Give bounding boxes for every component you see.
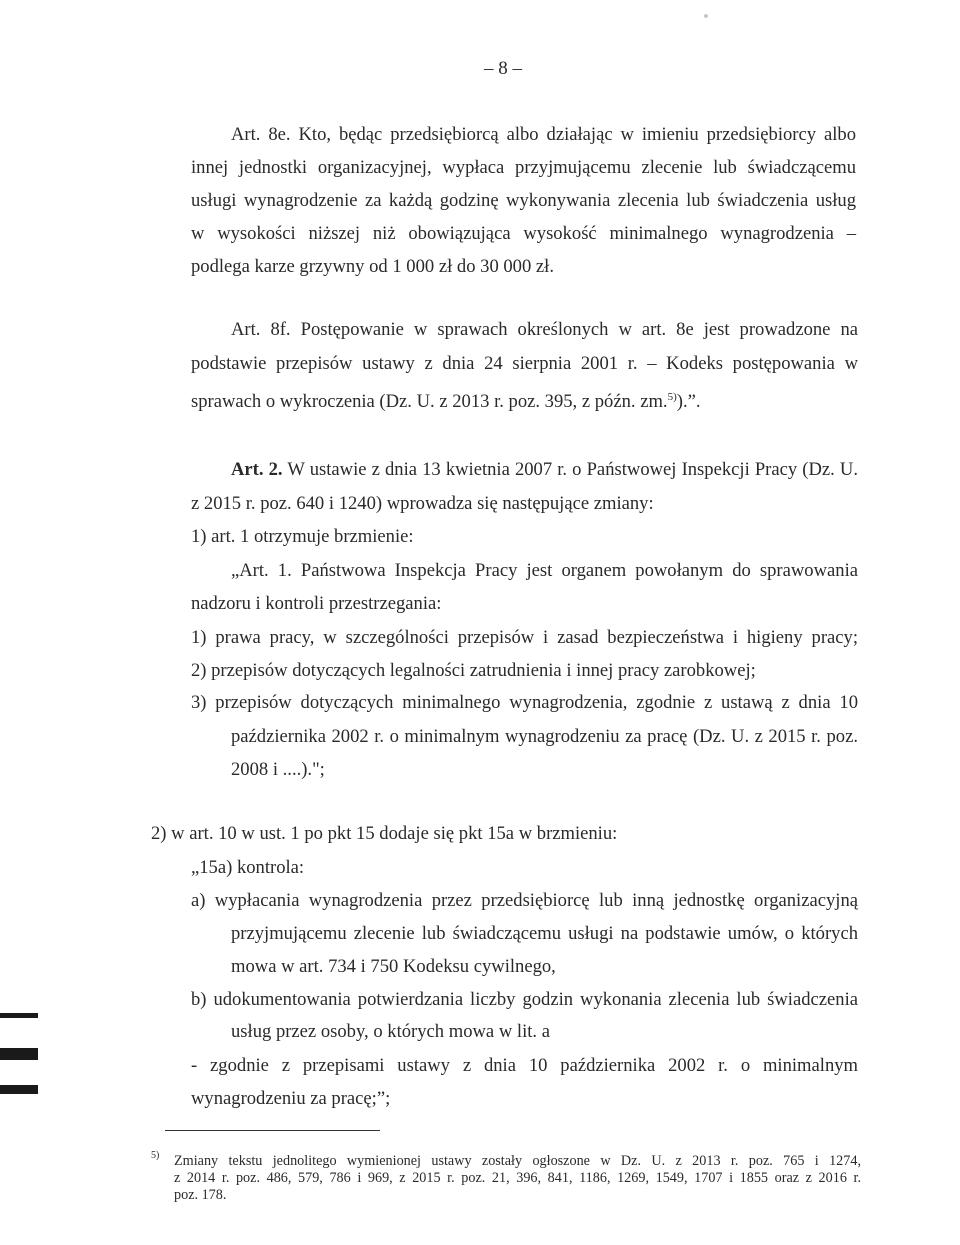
art8f-line-1: Art. 8f. Postępowanie w sprawach określonych w art. 8e jest prowadzone na xyxy=(231,319,858,340)
art1-item-3-line-2: października 2002 r. o minimalnym wynagrodzeniu za pracę (Dz. U. z 2015 r. poz. xyxy=(231,726,858,747)
point-15a-a-line-2: przyjmującemu zlecenie lub świadczącemu usługi na podstawie umów, o których xyxy=(231,923,858,944)
art2-line-1 xyxy=(231,459,858,481)
art8e-line-3: usługi wynagrodzenie za każdą godzinę wykonywania zlecenia lub świadczenia usług xyxy=(191,190,856,211)
art1-item-1: 1) prawa pracy, w szczególności przepisów i zasad bezpieczeństwa i higieny pracy; xyxy=(191,627,858,648)
art2-line-1-text: W ustawie z dnia 13 kwietnia 2007 r. o Państwowej Inspekcji Pracy (Dz. U. xyxy=(287,459,859,480)
art2-point-1: 1) art. 1 otrzymuje brzmienie: xyxy=(191,526,414,547)
art1-quote-line-2: nadzoru i kontroli przestrzegania: xyxy=(191,593,442,614)
footnote-ref: 5) xyxy=(667,391,677,403)
art8e-line-2: innej jednostki organizacyjnej, wypłaca przyjmującemu zlecenie lub świadczącemu xyxy=(191,157,856,178)
art8f-line-2: podstawie przepisów ustawy z dnia 24 sierpnia 2001 r. – Kodeks postępowania w xyxy=(191,353,858,374)
point-15a-heading: „15a) kontrola: xyxy=(191,857,305,878)
scan-edge-mark xyxy=(0,1085,38,1094)
footnote-marker: 5) xyxy=(151,1150,160,1161)
art2-label: Art. 2. xyxy=(231,459,283,480)
art8e-line-4: w wysokości niższej niż obowiązująca wysokość minimalnego wynagrodzenia – xyxy=(191,223,856,244)
art8e-line-1: Art. 8e. Kto, będąc przedsiębiorcą albo działając w imieniu przedsiębiorcy albo xyxy=(231,124,856,145)
art1-item-3-line-3: 2008 i ....)."; xyxy=(231,759,325,780)
art1-item-3-line-1: 3) przepisów dotyczących minimalnego wynagrodzenia, zgodnie z ustawą z dnia 10 xyxy=(191,692,858,713)
art8f-line-3-text: sprawach o wykroczenia (Dz. U. z 2013 r. poz. 395, z późn. zm. xyxy=(191,391,668,413)
art2-point-2: 2) w art. 10 w ust. 1 po pkt 15 dodaje się pkt 15a w brzmieniu: xyxy=(151,823,618,844)
point-15a-b-line-2: usług przez osoby, o których mowa w lit. a xyxy=(231,1021,550,1042)
art8f-line-3-end: ).”. xyxy=(676,391,701,413)
footnote-line-3: poz. 178. xyxy=(174,1187,227,1203)
scan-edge-mark xyxy=(0,1013,38,1018)
art2-line-2: z 2015 r. poz. 640 i 1240) wprowadza się następujące zmiany: xyxy=(191,493,654,514)
scan-speck xyxy=(704,14,708,18)
art1-quote-line-1: „Art. 1. Państwowa Inspekcja Pracy jest organem powołanym do sprawowania xyxy=(231,560,858,581)
art8f-line-3 xyxy=(191,386,701,413)
point-15a-dash-line-2: wynagrodzeniu za pracę;”; xyxy=(191,1088,391,1109)
footnote-line-2: z 2014 r. poz. 486, 579, 786 i 969, z 2015 r. poz. 21, 396, 841, 1186, 1269, 1549, 1707 i 1855 oraz z 2016 r. xyxy=(174,1170,861,1186)
footnote-line-1: Zmiany tekstu jednolitego wymienionej ustawy zostały ogłoszone w Dz. U. z 2013 r. poz. 765 i 1274, xyxy=(174,1153,861,1169)
point-15a-dash-line-1: - zgodnie z przepisami ustawy z dnia 10 października 2002 r. o minimalnym xyxy=(191,1055,858,1076)
footnote-separator xyxy=(165,1130,380,1131)
point-15a-b-line-1: b) udokumentowania potwierdzania liczby godzin wykonania zlecenia lub świadczenia xyxy=(191,989,858,1010)
point-15a-a-line-1: a) wypłacania wynagrodzenia przez przedsiębiorcę lub inną jednostkę organizacyjną xyxy=(191,890,858,911)
page-number: – 8 – xyxy=(484,58,522,79)
art8e-line-5: podlega karze grzywny od 1 000 zł do 30 000 zł. xyxy=(191,256,554,277)
art1-item-2: 2) przepisów dotyczących legalności zatrudnienia i innej pracy zarobkowej; xyxy=(191,660,756,681)
point-15a-a-line-3: mowa w art. 734 i 750 Kodeksu cywilnego, xyxy=(231,956,556,977)
scan-edge-mark xyxy=(0,1048,38,1060)
